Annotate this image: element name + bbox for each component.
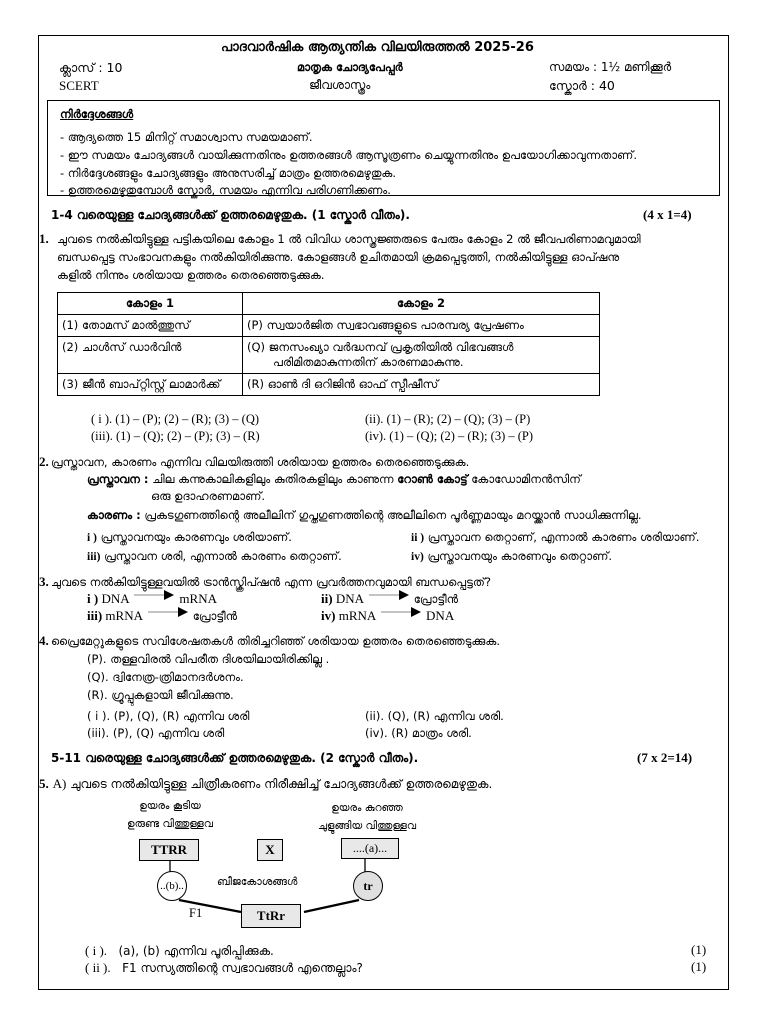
statement-label: പ്രസ്താവന : xyxy=(87,472,149,486)
parent2-genotype-box: ....(a)... xyxy=(341,838,399,859)
question-number: 2. xyxy=(39,454,49,469)
q5-subquestion: ( ii ). F1 സസ്യത്തിന്റെ സ്വഭാവങ്ങൾ എന്തെല്ലാം? xyxy=(85,960,363,975)
gamete-circle-b: ..(b).. xyxy=(157,871,187,901)
col1-cell: (3) ജീൻ ബാപ്റ്റിസ്റ്റ് ലാമാർക്ക് xyxy=(58,374,243,396)
instructions-box xyxy=(47,100,720,196)
section1-marks: (4 x 1=4) xyxy=(643,207,692,222)
statement-text: കോഡോമിനൻസിന് xyxy=(471,472,581,486)
time-label: സമയം : 1½ മണിക്കൂർ xyxy=(549,60,672,74)
arrow-icon xyxy=(367,588,411,604)
reason-label: കാരണം : xyxy=(87,508,141,522)
col2-cell-line: (Q) ജനസംഖ്യാ വർദ്ധനവ് പ്രകൃതിയിൽ വിഭവങ്ങൾ xyxy=(247,340,514,354)
col1-header: കോളം 1 xyxy=(58,293,243,315)
q4-option: ( i ). (P), (Q), (R) എന്നിവ ശരി xyxy=(87,709,250,723)
q1-option: ( i ). (1) – (P); (2) – (R); (3) – (Q) xyxy=(91,412,260,426)
col1-cell: (1) തോമസ് മാൽത്തുസ് xyxy=(58,315,243,337)
class-label: ക്ലാസ് : 10 xyxy=(59,60,123,75)
question-number: 1. xyxy=(39,231,49,246)
reason-text: പ്രകടഗുണത്തിന്റെ അലീലിന് ഗുപ്തഗുണത്തിന്റെ അലീലിനെ പൂർണ്ണമായും മറയ്ക്കാൻ സാധിക്കുന്നില്ല. xyxy=(144,508,642,522)
col2-header: കോളം 2 xyxy=(243,293,600,315)
q3-option: i ) DNA mRNA xyxy=(87,591,217,607)
instruction-item: - ആദ്യത്തെ 15 മിനിറ്റ് സമാശ്വാസ സമയമാണ്. xyxy=(60,130,313,144)
q4-item: (Q). ദ്വിനേത്ര-ത്രിമാനദർശനം. xyxy=(87,670,244,684)
right-parent-label: ചുളുങ്ങിയ വിത്തുള്ളവ xyxy=(317,820,417,832)
q1-option: (ii). (1) – (R); (2) – (Q); (3) – (P) xyxy=(365,412,531,426)
q1-text: കളിൽ നിന്നും ശരിയായ ഉത്തരം തെരഞ്ഞെടുക്കുക. xyxy=(57,268,325,282)
subquestion-marks: (1) xyxy=(691,942,707,957)
q1-option: (iv). (1) – (Q); (2) – (R); (3) – (P) xyxy=(365,429,534,443)
gamete-circle-tr: tr xyxy=(353,871,383,901)
q4-item: (R). ഗ്രൂപ്പുകളായി ജീവിക്കുന്നു. xyxy=(87,688,234,702)
instruction-item: - ഉത്തരമെഴുതുമ്പോൾ സ്കോർ, സമയം എന്നിവ പരിഗണിക്കണം. xyxy=(60,183,391,197)
q1-text: ചുവടെ നൽകിയിട്ടുള്ള പട്ടികയിലെ കോളം 1 ൽ വിവിധ ശാസ്ത്രജ്ഞരുടെ പേരും കോളം 2 ൽ ജീവപരിണാമവുമായി xyxy=(57,232,641,246)
statement-text: ഒരു ഉദാഹരണമാണ്. xyxy=(151,489,266,503)
board-label: SCERT xyxy=(59,78,99,93)
q5-subquestion: ( i ). (a), (b) എന്നിവ പൂരിപ്പിക്കുക. xyxy=(85,943,274,958)
match-table xyxy=(57,292,600,396)
q2-option: ii ) പ്രസ്താവന തെറ്റാണ്, എന്നാൽ കാരണം ശരിയാണ്. xyxy=(411,530,700,544)
q3-option: ii) DNA പ്രോട്ടീൻ xyxy=(321,591,458,607)
section2-marks: (7 x 2=14) xyxy=(637,750,693,765)
table-row xyxy=(58,337,600,374)
col1-cell: (2) ചാൾസ് ഡാർവിൻ xyxy=(58,337,243,374)
q4-option: (iv). (R) മാത്രം ശരി. xyxy=(365,726,472,740)
statement-text: ചില കന്നുകാലികളിലും കുതിരകളിലും കാണുന്ന xyxy=(152,472,394,486)
q4-option: (iii). (P), (Q) എന്നിവ ശരി xyxy=(87,726,225,740)
arrow-icon xyxy=(132,588,176,604)
q2-reason xyxy=(87,508,642,523)
cross-sign: X xyxy=(257,839,283,861)
q2-option: iii) പ്രസ്താവന ശരി, എന്നാൽ കാരണം തെറ്റാണ്. xyxy=(87,549,342,563)
question-number: 3. xyxy=(39,574,49,589)
right-parent-label: ഉയരം കുറഞ്ഞ xyxy=(331,802,403,814)
exam-title: പാദവാർഷിക ആത്യന്തിക വിലയിരുത്തൽ 2025-26 xyxy=(221,40,534,55)
instruction-item: - നിർദ്ദേശങ്ങളും ചോദ്യങ്ങളും അനുസരിച്ച് മാത്രം ഉത്തരമെഴുതുക. xyxy=(60,166,397,180)
table-row xyxy=(58,315,600,337)
q4-text: പ്രൈമേറ്റുകളുടെ സവിശേഷതകൾ തിരിച്ചറിഞ്ഞ് ശരിയായ ഉത്തരം തെരഞ്ഞെടുക്കുക. xyxy=(51,634,500,648)
statement-highlight: റോൺ കോട്ട് xyxy=(397,472,468,486)
q5-header: 5. A) ചുവടെ നൽകിയിട്ടുള്ള ചിത്രീകരണം നിരീക്ഷിച്ച് ചോദ്യങ്ങൾക്ക് ഉത്തരമെഴുതുക. xyxy=(39,776,493,791)
f1-label: F1 xyxy=(189,906,203,920)
arrow-icon xyxy=(379,605,423,621)
table-row xyxy=(58,374,600,396)
q4-item: (P). തള്ളവിരൽ വിപരീത ദിശയിലായിരിക്കില്ല . xyxy=(87,652,330,666)
diagram-lines xyxy=(39,796,728,936)
subquestion-marks: (1) xyxy=(691,959,707,974)
left-parent-label: ഉരുണ്ട വിത്തുള്ളവ xyxy=(127,818,213,830)
q2-text: പ്രസ്താവന, കാരണം എന്നിവ വിലയിരുത്തി ശരിയായ ഉത്തരം തെരഞ്ഞെടുക്കുക. xyxy=(51,455,470,469)
exam-page xyxy=(38,35,729,990)
q3-option: iii) mRNA പ്രോട്ടീൻ xyxy=(87,608,237,624)
arrow-icon xyxy=(146,605,190,621)
q2-option: i ) പ്രസ്താവനയും കാരണവും ശരിയാണ്. xyxy=(87,530,292,544)
q4-option: (ii). (Q), (R) എന്നിവ ശരി. xyxy=(365,709,504,723)
parent1-genotype-box: TTRR xyxy=(139,839,199,861)
q3-text: ചുവടെ നൽകിയിട്ടുള്ളവയിൽ ട്രാൻസ്ക്രിപ്ഷൻ എന്ന പ്രവർത്തനവുമായി ബന്ധപ്പെട്ടത്? xyxy=(51,575,491,589)
q1-option: (iii). (1) – (Q); (2) – (P); (3) – (R) xyxy=(91,429,260,443)
left-parent-label: ഉയരം കൂടിയ xyxy=(139,800,201,812)
section1-heading: 1-4 വരെയുള്ള ചോദ്യങ്ങൾക്ക് ഉത്തരമെഴുതുക. (1 സ്കോർ വീതം). xyxy=(51,208,410,222)
q3-option: iv) mRNA DNA xyxy=(321,608,454,624)
col2-cell: (R) ഓൺ ദി ഒറിജിൻ ഓഫ് സ്പീഷീസ് xyxy=(243,374,600,396)
subject-label: ജീവശാസ്ത്രം xyxy=(309,78,371,92)
score-label: സ്കോർ : 40 xyxy=(549,78,615,93)
col2-cell: (P) സ്വയാർജിത സ്വഭാവങ്ങളുടെ പാരമ്പര്യ പ്രേഷണം xyxy=(243,315,600,337)
section2-heading: 5-11 വരെയുള്ള ചോദ്യങ്ങൾക്ക് ഉത്തരമെഴുതുക. (2 സ്കോർ വീതം). xyxy=(51,751,419,765)
instruction-item: - ഈ സമയം ചോദ്യങ്ങൾ വായിക്കുന്നതിനും ഉത്തരങ്ങൾ ആസൂത്രണം ചെയ്യുന്നതിനും ഉപയോഗിക്കാവുന്നതാണ്. xyxy=(60,148,637,162)
q1-text: ബന്ധപ്പെട്ട സംഭാവനകളും നൽകിയിരിക്കുന്നു. കോളങ്ങൾ ഉചിതമായി ക്രമപ്പെടുത്തി, നൽകിയിട്ടുള്ള ഓപ്ഷനു xyxy=(57,250,620,264)
col2-cell xyxy=(243,337,600,374)
q2-statement xyxy=(87,472,581,487)
instructions-heading: നിർദ്ദേശങ്ങൾ xyxy=(60,107,134,121)
f1-genotype-box: TtRr xyxy=(241,904,301,928)
gametes-label: ബീജകോശങ്ങൾ xyxy=(217,876,298,888)
paper-type: മാതൃക ചോദ്യപേപ്പർ xyxy=(297,60,403,74)
q2-option: iv) പ്രസ്താവനയും കാരണവും തെറ്റാണ്. xyxy=(411,549,613,563)
col2-cell-line: പരിമിതമാകുന്നതിന് കാരണമാകുന്നു. xyxy=(273,355,464,369)
inheritance-diagram xyxy=(39,796,728,936)
question-number: 4. xyxy=(39,633,49,648)
